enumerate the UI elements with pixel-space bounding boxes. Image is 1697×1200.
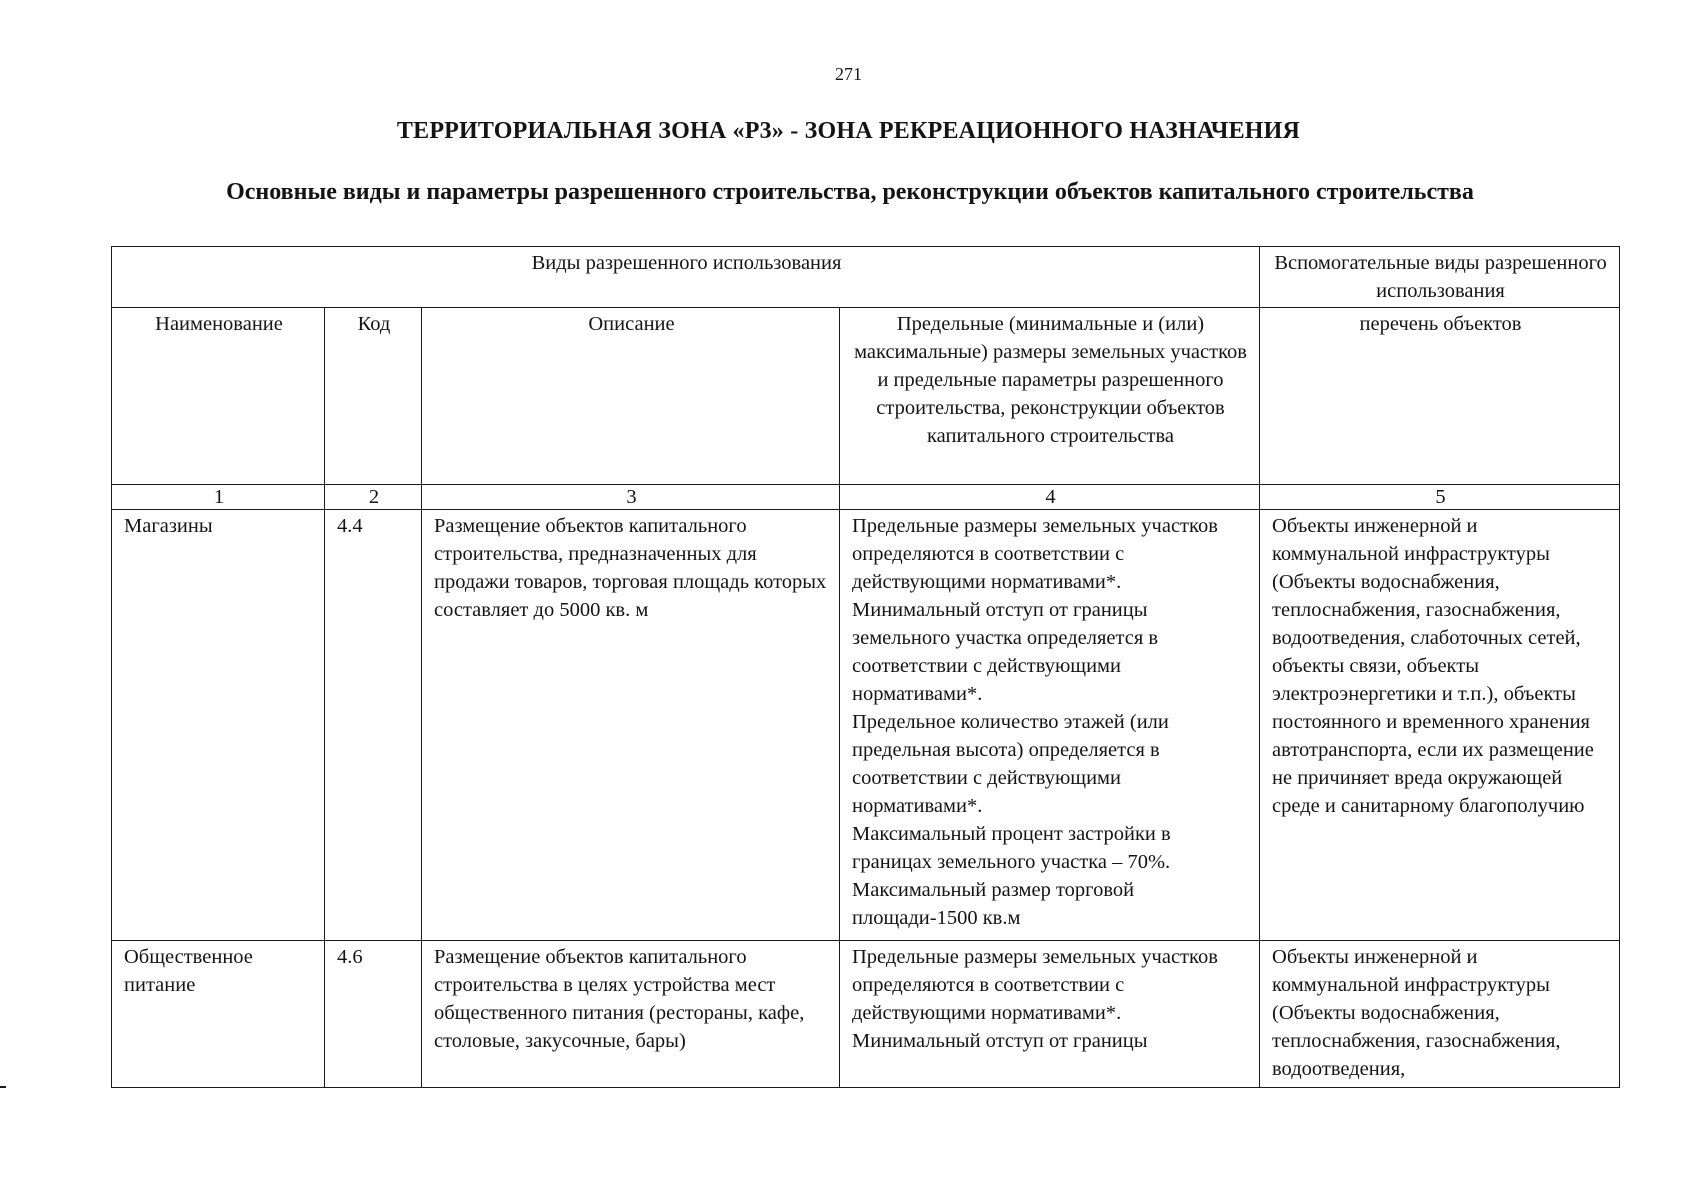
row-name: Общественное питание <box>112 941 325 1088</box>
column-header-parameters: Предельные (минимальные и (или) максимальные) размеры земельных участков и предельные параметры разрешенного строительства, реконструкции объектов капитального строительства <box>840 308 1260 485</box>
row-name: Магазины <box>112 510 325 941</box>
row-description: Размещение объектов капитального строительства в целях устройства мест общественного питания (рестораны, кафе, столовые, закусочные, бары) <box>422 941 840 1088</box>
table-row <box>112 941 1620 1088</box>
column-number: 5 <box>1260 485 1620 510</box>
column-header-objects-list: перечень объектов <box>1260 308 1620 485</box>
column-header-code: Код <box>325 308 422 485</box>
group-header-main: Виды разрешенного использования <box>112 247 1260 308</box>
column-number: 4 <box>840 485 1260 510</box>
row-description: Размещение объектов капитального строительства, предназначенных для продажи товаров, торговая площадь которых составляет до 5000 кв. м <box>422 510 840 941</box>
zoning-table <box>111 246 1620 1088</box>
margin-mark <box>0 1086 6 1088</box>
row-parameters: Предельные размеры земельных участков определяются в соответствии с действующими нормативами*. Минимальный отступ от границы <box>840 941 1260 1088</box>
column-number-row <box>112 485 1620 510</box>
row-auxiliary-objects: Объекты инженерной и коммунальной инфраструктуры (Объекты водоснабжения, теплоснабжения, газоснабжения, водоотведения, слаботочных сетей, объекты связи, объекты электроэнергетики и т.п.), объекты постоянного и временного хранения автотранспорта, если их размещение не причиняет вреда окружающей среде и санитарному благополучию <box>1260 510 1620 941</box>
row-code: 4.6 <box>325 941 422 1088</box>
page-number: 271 <box>835 64 862 84</box>
row-auxiliary-objects: Объекты инженерной и коммунальной инфраструктуры (Объекты водоснабжения, теплоснабжения, газоснабжения, водоотведения, <box>1260 941 1620 1088</box>
row-parameters: Предельные размеры земельных участков определяются в соответствии с действующими нормативами*. Минимальный отступ от границы земельного участка определяется в соответствии с действующими нормативами*. Предельное количество этажей (или предельная высота) определяется в соответствии с действующими нормативами*. Максимальный процент застройки в границах земельного участка – 70%. Максимальный размер торговой площади-1500 кв.м <box>840 510 1260 941</box>
page-title: ТЕРРИТОРИАЛЬНАЯ ЗОНА «Р3» - ЗОНА РЕКРЕАЦИОННОГО НАЗНАЧЕНИЯ <box>396 118 1301 144</box>
group-header-auxiliary: Вспомогательные виды разрешенного использования <box>1260 247 1620 308</box>
column-number: 1 <box>112 485 325 510</box>
table-column-header-row <box>112 308 1620 485</box>
column-header-description: Описание <box>422 308 840 485</box>
column-header-name: Наименование <box>112 308 325 485</box>
column-number: 3 <box>422 485 840 510</box>
page-subtitle: Основные виды и параметры разрешенного строительства, реконструкции объектов капитального строительства <box>226 179 1474 205</box>
table-row <box>112 510 1620 941</box>
row-code: 4.4 <box>325 510 422 941</box>
table-group-header-row <box>112 247 1620 308</box>
column-number: 2 <box>325 485 422 510</box>
